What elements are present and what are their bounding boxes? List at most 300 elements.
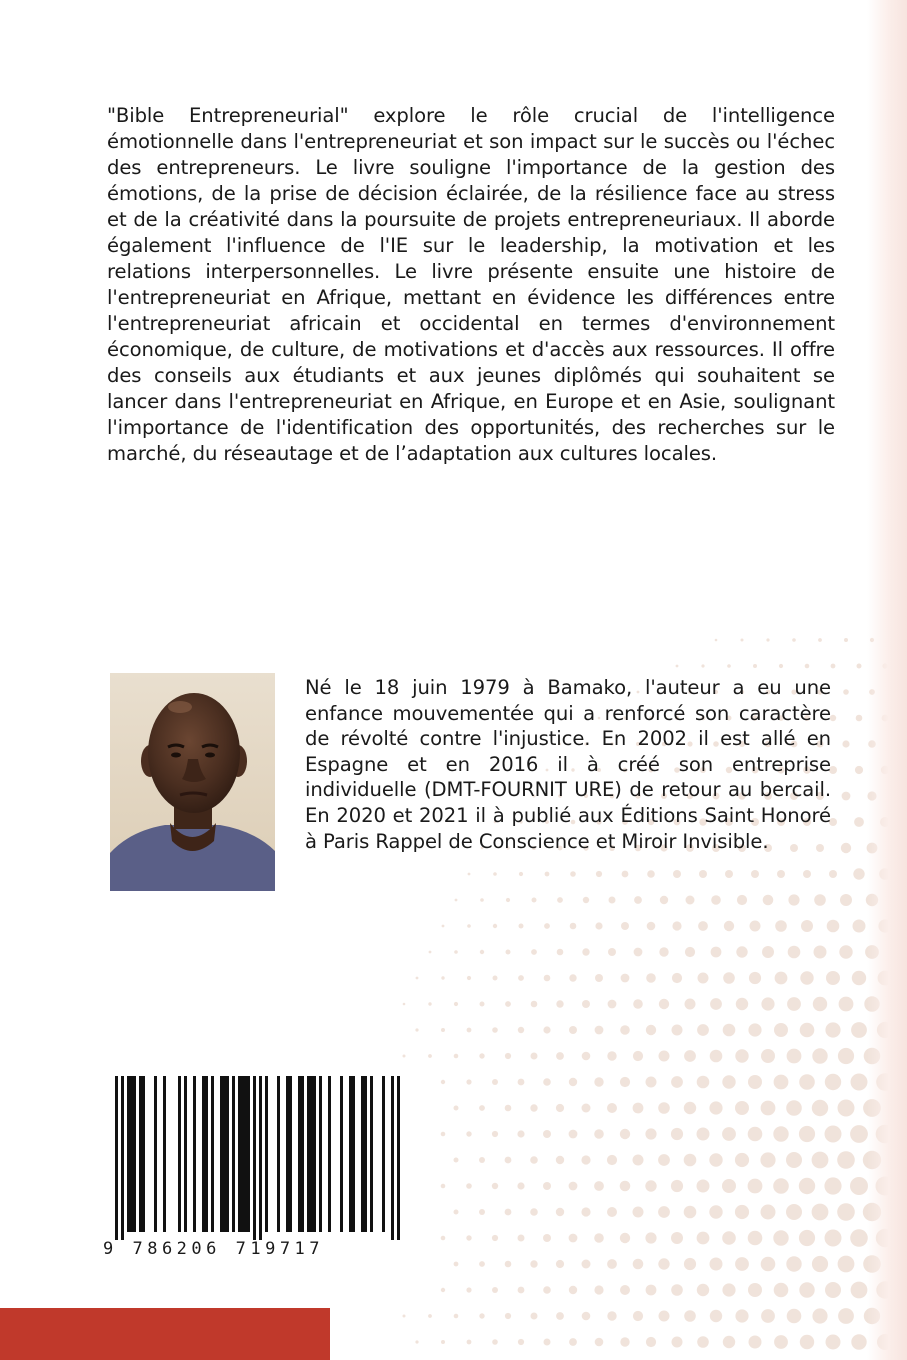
halftone-dot [468, 873, 471, 876]
halftone-dot [786, 1204, 802, 1220]
halftone-dot [545, 872, 550, 877]
halftone-dot [454, 950, 458, 954]
halftone-dot [658, 1206, 670, 1218]
halftone-dot [857, 664, 862, 669]
halftone-dot [581, 1155, 590, 1164]
barcode-bar [178, 1076, 181, 1232]
halftone-dot [582, 1312, 591, 1321]
halftone-dot [505, 1053, 511, 1059]
halftone-dot [645, 1232, 656, 1243]
halftone-dot [633, 1207, 644, 1218]
halftone-dot [532, 898, 537, 903]
halftone-dot [620, 1181, 631, 1192]
halftone-dot [556, 1312, 564, 1320]
halftone-dot [620, 1285, 630, 1295]
halftone-dot [517, 1130, 524, 1137]
halftone-dot [799, 1074, 815, 1090]
halftone-dot [672, 1337, 683, 1348]
halftone-dot [441, 1236, 446, 1241]
halftone-dot [658, 1258, 669, 1269]
halftone-dot [838, 1100, 855, 1117]
halftone-dot [741, 639, 744, 642]
halftone-dot [621, 974, 630, 983]
halftone-dot [646, 1285, 657, 1296]
halftone-dot [543, 1182, 551, 1190]
halftone-dot [441, 1340, 445, 1344]
halftone-dot [505, 1157, 512, 1164]
halftone-dot [763, 895, 774, 906]
halftone-dot [646, 1337, 656, 1347]
halftone-dot [825, 1074, 841, 1090]
halftone-dot [493, 872, 497, 876]
halftone-dot [530, 1156, 538, 1164]
halftone-dot [735, 1309, 748, 1322]
barcode-bar [319, 1076, 322, 1232]
halftone-dot [753, 664, 757, 668]
halftone-dot [837, 1151, 855, 1169]
halftone-dot [736, 998, 748, 1010]
halftone-dot [479, 1313, 484, 1318]
halftone-dot [773, 1178, 789, 1194]
halftone-dot [543, 1130, 551, 1138]
halftone-dot [506, 898, 510, 902]
halftone-dot [441, 1080, 445, 1084]
halftone-dot [441, 1288, 445, 1292]
halftone-dot [607, 1103, 617, 1113]
halftone-dot [697, 1232, 710, 1245]
halftone-dot [697, 1024, 709, 1036]
halftone-dot [493, 976, 498, 981]
halftone-dot [594, 1233, 604, 1243]
barcode-bar [121, 1076, 124, 1240]
halftone-dot [774, 1283, 789, 1298]
halftone-dot [671, 1076, 683, 1088]
halftone-dot [672, 1025, 683, 1036]
halftone-dot [786, 1100, 802, 1116]
halftone-dot [557, 897, 563, 903]
halftone-dot [518, 1027, 524, 1033]
halftone-dot [826, 1335, 841, 1350]
halftone-dot [737, 895, 747, 905]
halftone-dot [697, 1284, 709, 1296]
halftone-dot [800, 1023, 815, 1038]
halftone-dot [787, 997, 801, 1011]
halftone-dot [727, 664, 731, 668]
halftone-dot [441, 1184, 446, 1189]
halftone-dot [676, 665, 679, 668]
author-portrait-icon [110, 673, 275, 891]
halftone-dot [684, 1206, 697, 1219]
halftone-dot [851, 1074, 868, 1091]
halftone-dot [685, 947, 695, 957]
halftone-dot [748, 1179, 763, 1194]
barcode-bar [289, 1076, 292, 1232]
halftone-dot [805, 664, 810, 669]
halftone-dot [774, 1023, 788, 1037]
halftone-dot [800, 971, 813, 984]
halftone-dot [792, 638, 796, 642]
halftone-dot [843, 689, 849, 695]
author-biography: Né le 18 juin 1979 à Bamako, l'auteur a eu une enfance mouvementée qui a renforcé son caractère de révolté contre l'injustice. En 2002 il est allé en Espagne et en 2016 il à créé son entreprise individuelle (DMT-FOURNIT URE) de retour au bercail. En 2020 et 2021 il à publié aux Éditions Saint Honoré à Paris Rappel de Conscience et Miroir Invisible. [305, 676, 831, 853]
halftone-dot [762, 946, 774, 958]
barcode-bar [277, 1076, 280, 1232]
halftone-dot [825, 1022, 840, 1037]
halftone-dot [722, 1127, 736, 1141]
halftone-dot [774, 1335, 788, 1349]
halftone-dot [492, 1235, 498, 1241]
halftone-dot [582, 1104, 591, 1113]
barcode-bar [265, 1076, 268, 1232]
barcode-bar [286, 1076, 289, 1232]
halftone-dot [749, 972, 761, 984]
halftone-dot [658, 1102, 670, 1114]
halftone-dot [403, 1315, 406, 1318]
halftone-dot [838, 1256, 855, 1273]
halftone-dot [454, 1210, 459, 1215]
halftone-dot [556, 1260, 564, 1268]
halftone-dot [786, 1152, 802, 1168]
halftone-dot [856, 715, 863, 722]
halftone-dot [799, 1230, 815, 1246]
halftone-dot [518, 1235, 525, 1242]
halftone-dot [569, 1130, 578, 1139]
halftone-dot [595, 1026, 604, 1035]
halftone-dot [581, 1207, 590, 1216]
halftone-dot [853, 868, 864, 879]
barcode-bar [247, 1076, 250, 1232]
halftone-dot [812, 1100, 828, 1116]
halftone-dot [633, 1103, 644, 1114]
halftone-dot [838, 1048, 854, 1064]
halftone-dot [647, 870, 655, 878]
halftone-dot [813, 997, 827, 1011]
barcode-bar [133, 1076, 136, 1232]
halftone-dot [715, 639, 718, 642]
halftone-dot [621, 922, 629, 930]
halftone-dot [803, 870, 811, 878]
halftone-dot [831, 664, 836, 669]
halftone-dot [506, 950, 511, 955]
halftone-dot [467, 1028, 472, 1033]
halftone-dot [799, 1178, 815, 1194]
barcode-bar [352, 1076, 355, 1232]
halftone-dot [454, 1002, 458, 1006]
halftone-dot [519, 924, 524, 929]
halftone-dot [544, 1339, 551, 1346]
halftone-dot [761, 1309, 775, 1323]
halftone-dot [697, 1180, 710, 1193]
halftone-dot [800, 1335, 814, 1349]
halftone-dot [736, 946, 747, 957]
halftone-dot [775, 972, 788, 985]
halftone-dot [837, 1203, 855, 1221]
halftone-dot [786, 1256, 801, 1271]
halftone-dot [660, 896, 668, 904]
halftone-dot [531, 1001, 538, 1008]
halftone-dot [673, 870, 681, 878]
halftone-dot [441, 976, 444, 979]
halftone-dot [492, 1183, 498, 1189]
halftone-dot [543, 1234, 551, 1242]
halftone-dot [812, 1308, 827, 1323]
halftone-dot [479, 1053, 484, 1058]
halftone-dot [684, 1310, 696, 1322]
barcode-bar [364, 1076, 367, 1232]
halftone-dot [620, 1025, 630, 1035]
barcode-bar [205, 1076, 208, 1232]
halftone-dot [722, 1179, 736, 1193]
barcode-bar [397, 1076, 400, 1240]
halftone-dot [609, 897, 616, 904]
halftone-dot [454, 1262, 459, 1267]
halftone-dot [530, 1104, 537, 1111]
halftone-dot [839, 945, 852, 958]
halftone-dot [818, 638, 822, 642]
halftone-dot [466, 1079, 471, 1084]
halftone-dot [684, 1050, 696, 1062]
barcode-bar [259, 1076, 262, 1240]
halftone-dot [671, 1232, 683, 1244]
halftone-dot [608, 1000, 617, 1009]
halftone-dot [429, 951, 432, 954]
halftone-dot [686, 896, 695, 905]
halftone-dot [479, 1157, 485, 1163]
halftone-dot [645, 1180, 656, 1191]
halftone-dot [723, 972, 735, 984]
halftone-dot [646, 1077, 657, 1088]
halftone-dot [779, 664, 783, 668]
halftone-dot [633, 1155, 644, 1166]
halftone-dot [840, 894, 852, 906]
halftone-dot [710, 998, 722, 1010]
halftone-dot [582, 1052, 591, 1061]
halftone-dot [556, 1208, 564, 1216]
accent-red-band [0, 1308, 330, 1360]
halftone-dot [569, 1026, 577, 1034]
halftone-dot [633, 1311, 643, 1321]
halftone-dot [748, 1283, 762, 1297]
halftone-dot [479, 1261, 485, 1267]
halftone-dot [415, 1028, 418, 1031]
barcode-bar [163, 1076, 166, 1232]
halftone-dot [748, 1127, 763, 1142]
halftone-dot [826, 971, 840, 985]
halftone-dot [841, 843, 851, 853]
halftone-dot [850, 1229, 868, 1247]
halftone-dot [620, 1233, 630, 1243]
halftone-dot [607, 1259, 617, 1269]
barcode-bar [244, 1076, 247, 1232]
halftone-dot [761, 1049, 775, 1063]
halftone-dot [777, 870, 785, 878]
halftone-dot [839, 997, 854, 1012]
halftone-dot [697, 1336, 709, 1348]
barcode-bar [310, 1076, 313, 1232]
isbn-number: 9 786206 719717 [103, 1239, 325, 1259]
halftone-dot [505, 1105, 512, 1112]
halftone-dot [842, 792, 851, 801]
barcode-bar [139, 1076, 142, 1232]
halftone-dot [543, 1026, 550, 1033]
barcode-bar [340, 1076, 343, 1232]
halftone-dot [441, 1028, 445, 1032]
halftone-dot [569, 1182, 578, 1191]
author-photo [110, 673, 275, 891]
halftone-dot [735, 1205, 749, 1219]
halftone-dot [799, 1282, 814, 1297]
halftone-dot [725, 870, 733, 878]
halftone-dot [428, 1054, 432, 1058]
halftone-dot [492, 1079, 498, 1085]
halftone-dot [812, 1204, 829, 1221]
halftone-dot [479, 1209, 485, 1215]
halftone-dot [646, 1025, 656, 1035]
halftone-dot [608, 948, 616, 956]
halftone-dot [838, 1308, 854, 1324]
halftone-dot [517, 1182, 524, 1189]
barcode-bar [220, 1076, 223, 1232]
halftone-dot [634, 948, 643, 957]
halftone-dot [442, 925, 445, 928]
halftone-dot [531, 1053, 538, 1060]
barcode-bar [142, 1076, 145, 1232]
halftone-dot [684, 1258, 696, 1270]
halftone-dot [774, 1075, 789, 1090]
halftone-dot [852, 971, 866, 985]
halftone-dot [556, 1104, 564, 1112]
halftone-dot [698, 921, 708, 931]
halftone-dot [518, 1339, 524, 1345]
halftone-dot [519, 872, 523, 876]
halftone-dot [671, 1284, 683, 1296]
halftone-dot [595, 1338, 604, 1347]
halftone-dot [829, 870, 837, 878]
halftone-dot [505, 1209, 512, 1216]
halftone-dot [824, 1177, 841, 1194]
halftone-dot [761, 997, 774, 1010]
halftone-dot [455, 899, 458, 902]
barcode-bar [382, 1076, 385, 1232]
halftone-dot [684, 1154, 697, 1167]
halftone-dot [595, 922, 602, 929]
halftone-dot [855, 766, 863, 774]
halftone-dot [659, 947, 668, 956]
halftone-dot [850, 1125, 868, 1143]
halftone-dot [735, 1049, 748, 1062]
barcode-bars [100, 1072, 430, 1242]
halftone-dot [594, 1285, 603, 1294]
halftone-dot [711, 895, 721, 905]
halftone-dot [735, 1153, 749, 1167]
halftone-dot [530, 1208, 538, 1216]
halftone-dot [723, 1336, 735, 1348]
halftone-dot [466, 1287, 471, 1292]
halftone-dot [671, 1180, 683, 1192]
halftone-dot [672, 921, 681, 930]
halftone-dot [709, 1153, 722, 1166]
halftone-dot [788, 946, 801, 959]
halftone-dot [454, 1314, 459, 1319]
halftone-dot [825, 1282, 841, 1298]
halftone-dot [543, 1286, 551, 1294]
halftone-dot [505, 1261, 512, 1268]
halftone-dot [787, 1049, 802, 1064]
halftone-dot [748, 1231, 763, 1246]
barcode-bar [238, 1076, 241, 1232]
halftone-dot [766, 638, 769, 641]
barcode-bar [370, 1076, 373, 1232]
halftone-dot [466, 1183, 472, 1189]
halftone-dot [622, 871, 629, 878]
halftone-dot [722, 1283, 735, 1296]
halftone-dot [671, 1128, 683, 1140]
barcode-bar [298, 1076, 301, 1232]
barcode-bar [307, 1076, 310, 1232]
halftone-dot [531, 1313, 538, 1320]
halftone-dot [480, 1002, 485, 1007]
halftone-dot [684, 1102, 696, 1114]
barcode-bar [193, 1076, 196, 1232]
halftone-dot [570, 871, 576, 877]
halftone-dot [467, 1340, 472, 1345]
barcode-bar [130, 1076, 133, 1232]
halftone-dot [722, 1231, 736, 1245]
halftone-dot [850, 1177, 868, 1195]
halftone-dot [658, 1154, 670, 1166]
halftone-dot [582, 1260, 591, 1269]
halftone-dot [761, 1257, 776, 1272]
halftone-dot [492, 1131, 498, 1137]
halftone-dot [493, 924, 497, 928]
halftone-dot [698, 973, 709, 984]
halftone-dot [761, 1101, 776, 1116]
halftone-dot [646, 973, 656, 983]
halftone-dot [697, 1128, 710, 1141]
halftone-dot [788, 894, 799, 905]
halftone-dot [775, 920, 787, 932]
halftone-dot [761, 1205, 776, 1220]
halftone-dot [594, 1181, 604, 1191]
halftone-dot [620, 1129, 630, 1139]
halftone-dot [633, 999, 643, 1009]
halftone-dot [544, 975, 551, 982]
barcode-bar [301, 1076, 304, 1232]
halftone-dot [749, 1336, 762, 1349]
halftone-dot [620, 1077, 630, 1087]
halftone-dot [814, 946, 827, 959]
halftone-dot [556, 1052, 564, 1060]
halftone-dot [518, 1079, 525, 1086]
halftone-dot [454, 1054, 459, 1059]
halftone-dot [854, 817, 864, 827]
barcode-bar [115, 1076, 118, 1240]
halftone-dot [723, 1024, 736, 1037]
halftone-dot [480, 950, 484, 954]
barcode-bar [241, 1076, 244, 1232]
halftone-dot [735, 1101, 749, 1115]
barcode-bar [313, 1076, 316, 1232]
halftone-dot [812, 1256, 828, 1272]
halftone-dot [842, 740, 849, 747]
halftone-dot [748, 1075, 762, 1089]
halftone-dot [428, 1002, 431, 1005]
halftone-dot [812, 1152, 829, 1169]
barcode-bar [253, 1076, 256, 1240]
halftone-dot [428, 1314, 432, 1318]
halftone-dot [799, 1126, 815, 1142]
halftone-dot [518, 1287, 525, 1294]
barcode-bar [232, 1076, 235, 1232]
